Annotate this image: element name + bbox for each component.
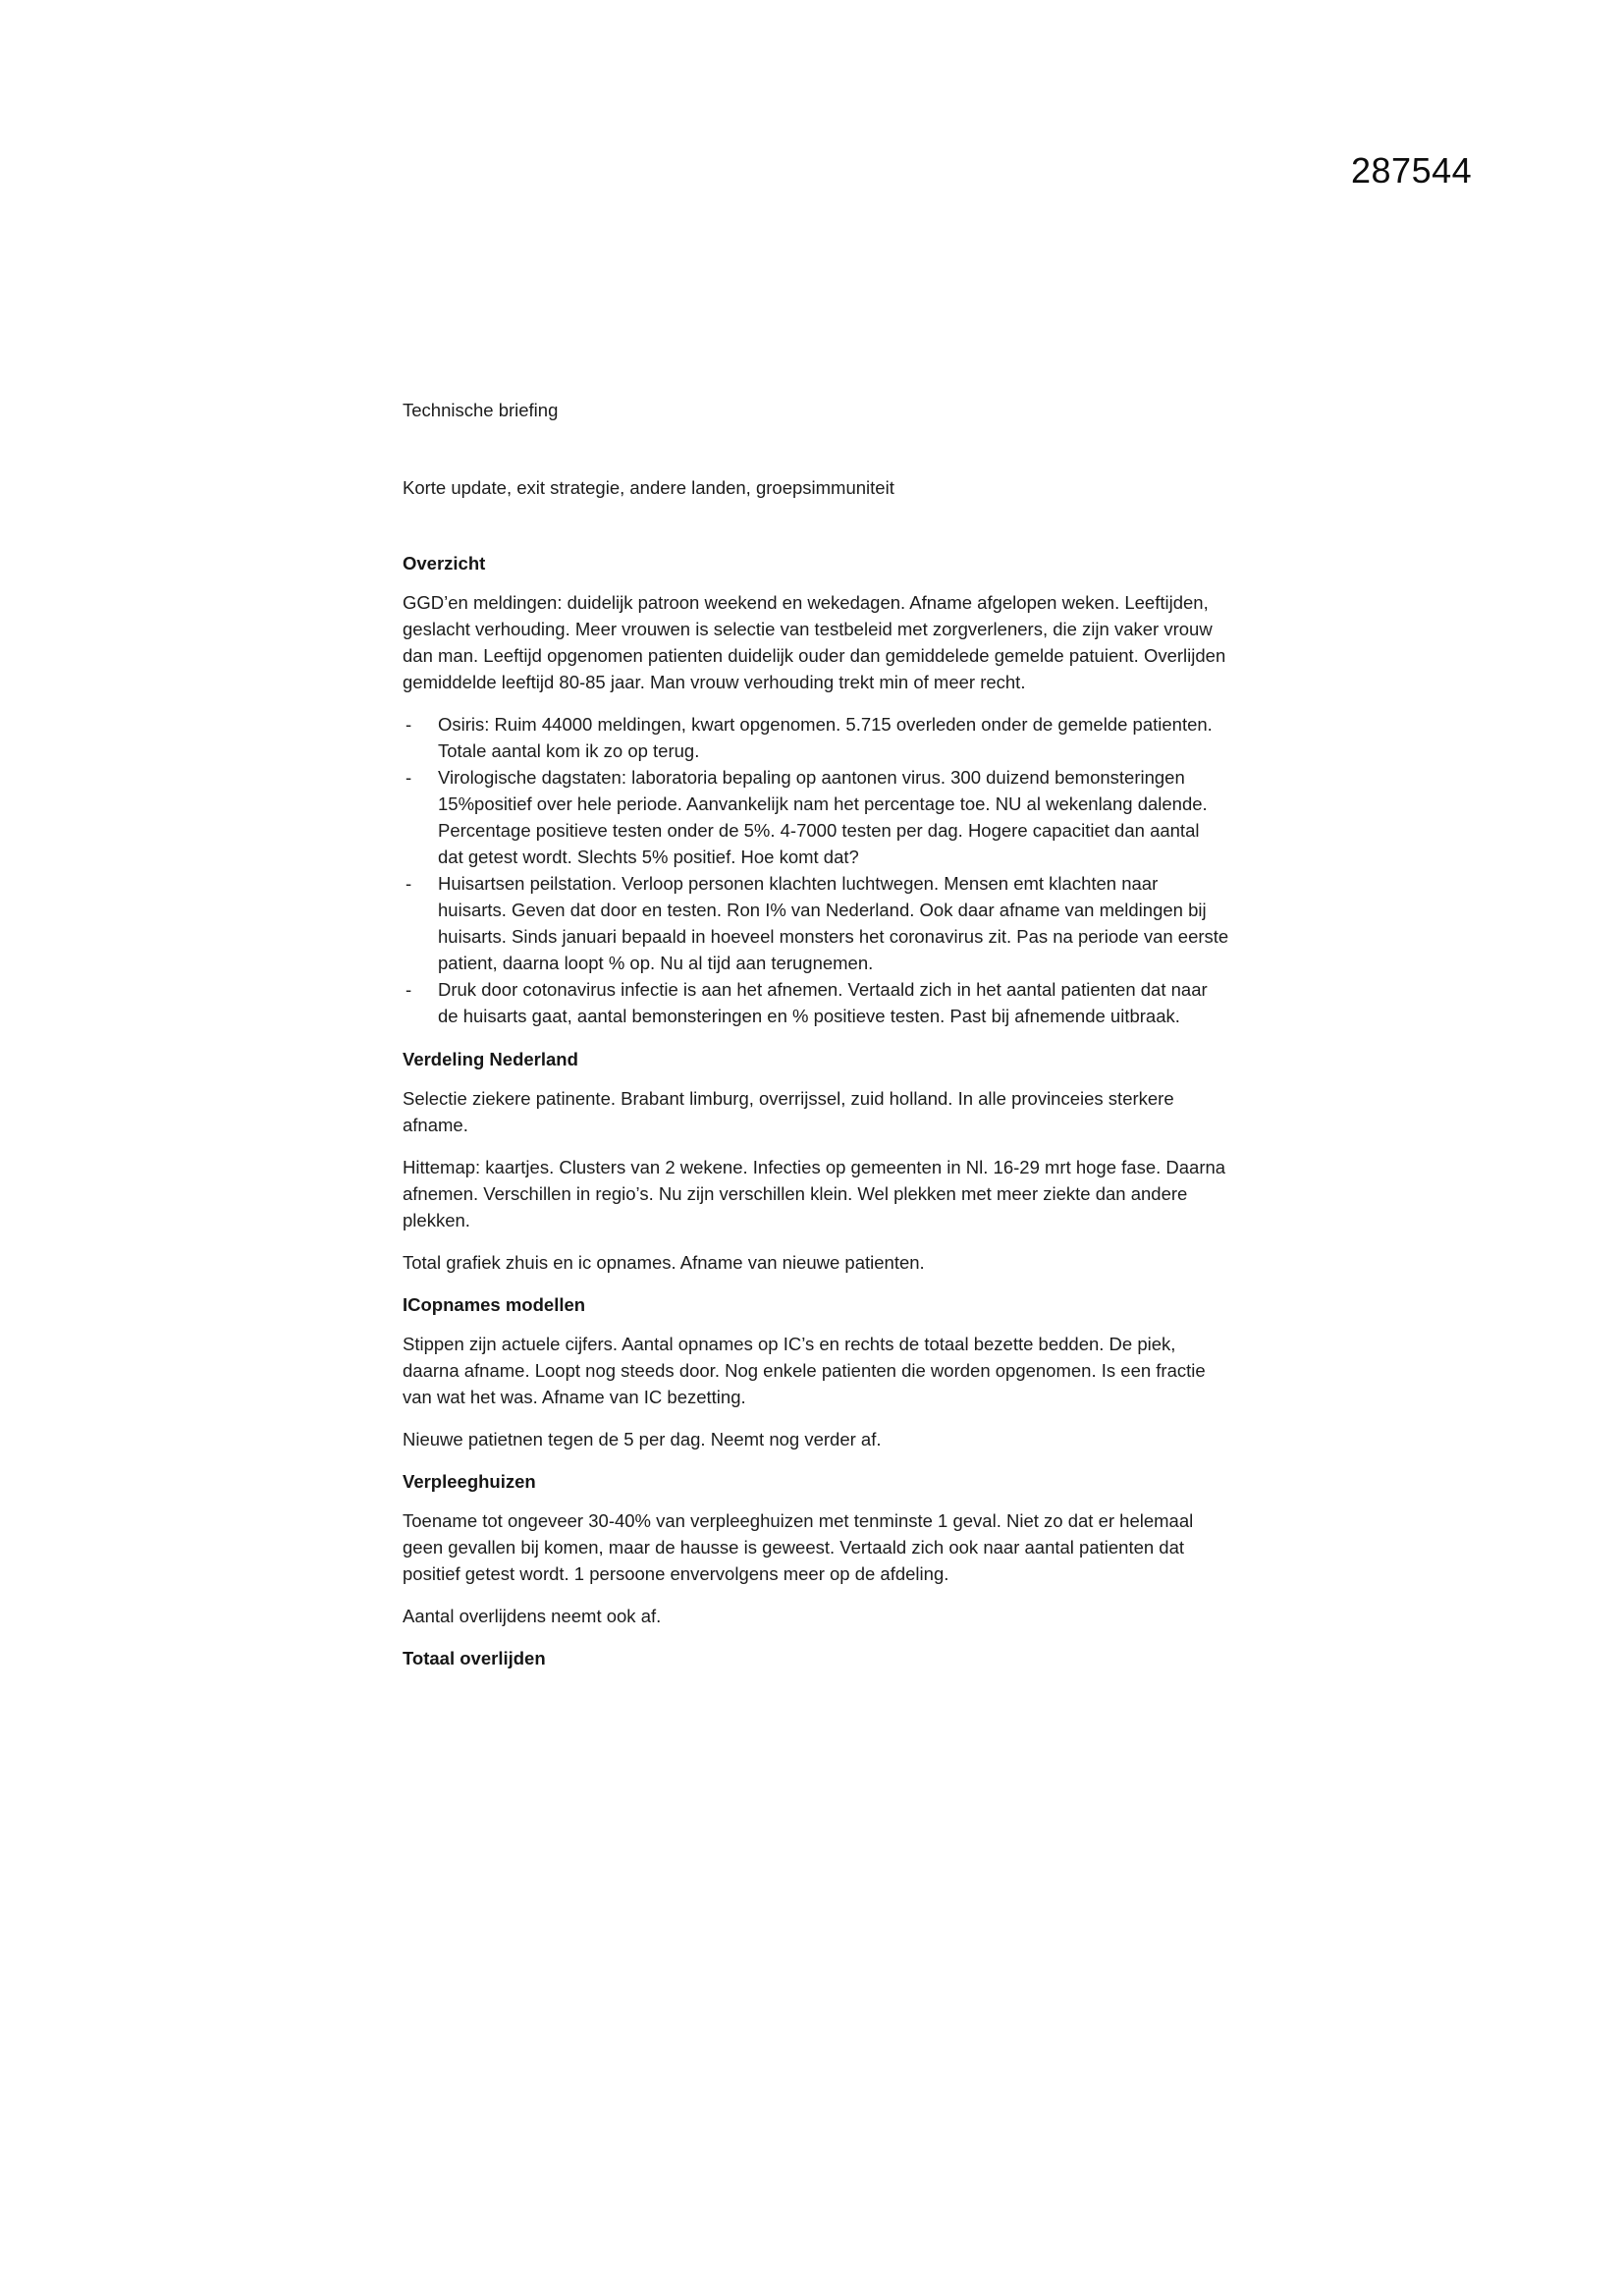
bullet-item-osiris: - Osiris: Ruim 44000 meldingen, kwart opgenomen. 5.715 overleden onder de gemelde patienten. Totale aantal kom ik zo op terug. <box>403 711 1229 764</box>
paragraph-verpleeghuizen-overlijdens: Aantal overlijdens neemt ook af. <box>403 1606 662 1626</box>
document-title: Technische briefing <box>403 400 559 420</box>
bullet-item-druk-coronavirus: - Druk door cotonavirus infectie is aan het afnemen. Vertaald zich in het aantal patienten dat naar de huisarts gaat, aantal bemonsteringen en % positieve testen. Past bij afnemende uitbraak. <box>403 976 1229 1029</box>
paragraph-verdeling-selectie: Selectie ziekere patinente. Brabant limburg, overrijssel, zuid holland. In alle provinceies sterkere afname. <box>403 1088 1174 1135</box>
section-heading-icopnames: ICopnames modellen <box>403 1294 586 1315</box>
section-heading-verpleeghuizen: Verpleeghuizen <box>403 1471 536 1492</box>
section-heading-overzicht: Overzicht <box>403 553 486 574</box>
paragraph-verdeling-hittemap: Hittemap: kaartjes. Clusters van 2 wekene. Infecties op gemeenten in Nl. 16-29 mrt hoge fase. Daarna afnemen. Verschillen in regio’s. Nu zijn verschillen klein. Wel plekken met meer ziekte dan andere plekken. <box>403 1157 1226 1230</box>
bates-stamp-number: 287544 <box>1351 150 1473 191</box>
section-heading-verdeling-nederland: Verdeling Nederland <box>403 1049 578 1069</box>
overzicht-bullet-list <box>403 711 1229 1029</box>
bullet-item-huisartsen-peilstation: - Huisartsen peilstation. Verloop personen klachten luchtwegen. Mensen emt klachten naar huisarts. Geven dat door en testen. Ron I% van Nederland. Ook daar afname van meldingen bij huisarts. Sinds januari bepaald in hoeveel monsters het coronavirus zit. Pas na periode van eerste patient, daarna loopt % op. Nu al tijd aan terugnemen. <box>403 870 1229 976</box>
bullet-item-virologische-dagstaten: - Virologische dagstaten: laboratoria bepaling op aantonen virus. 300 duizend bemonsteringen 15%positief over hele periode. Aanvankelijk nam het percentage toe. NU al wekenlang dalende. Percentage positieve testen onder de 5%. 4-7000 testen per dag. Hogere capacitiet dan aantal dat getest wordt. Slechts 5% positief. Hoe komt dat? <box>403 764 1229 870</box>
paragraph-overzicht-intro: GGD’en meldingen: duidelijk patroon weekend en wekedagen. Afname afgelopen weken. Leeftijden, geslacht verhouding. Meer vrouwen is selectie van testbeleid met zorgverleners, die zijn vaker vrouw dan man. Leeftijd opgenomen patienten duidelijk ouder dan gemiddelede gemelde patuient. Overlijden gemiddelde leeftijd 80-85 jaar. Man vrouw verhouding trekt min of meer recht. <box>403 592 1226 692</box>
document-subtitle: Korte update, exit strategie, andere landen, groepsimmuniteit <box>403 477 894 498</box>
paragraph-verpleeghuizen-toename: Toename tot ongeveer 30-40% van verpleeghuizen met tenminste 1 geval. Niet zo dat er helemaal geen gevallen bij komen, maar de hausse is geweest. Vertaald zich ook naar aantal patienten dat positief getest wordt. 1 persoone envervolgens meer op de afdeling. <box>403 1510 1194 1584</box>
paragraph-icopnames-stippen: Stippen zijn actuele cijfers. Aantal opnames op IC’s en rechts de totaal bezette bedden. De piek, daarna afname. Loopt nog steeds door. Nog enkele patienten die worden opgenomen. Is een fractie van wat het was. Afname van IC bezetting. <box>403 1334 1206 1407</box>
paragraph-icopnames-nieuwe-patienten: Nieuwe patietnen tegen de 5 per dag. Neemt nog verder af. <box>403 1429 882 1449</box>
paragraph-verdeling-total-grafiek: Total grafiek zhuis en ic opnames. Afname van nieuwe patienten. <box>403 1252 925 1273</box>
document-body <box>403 397 1229 1684</box>
section-heading-totaal-overlijden: Totaal overlijden <box>403 1648 546 1668</box>
